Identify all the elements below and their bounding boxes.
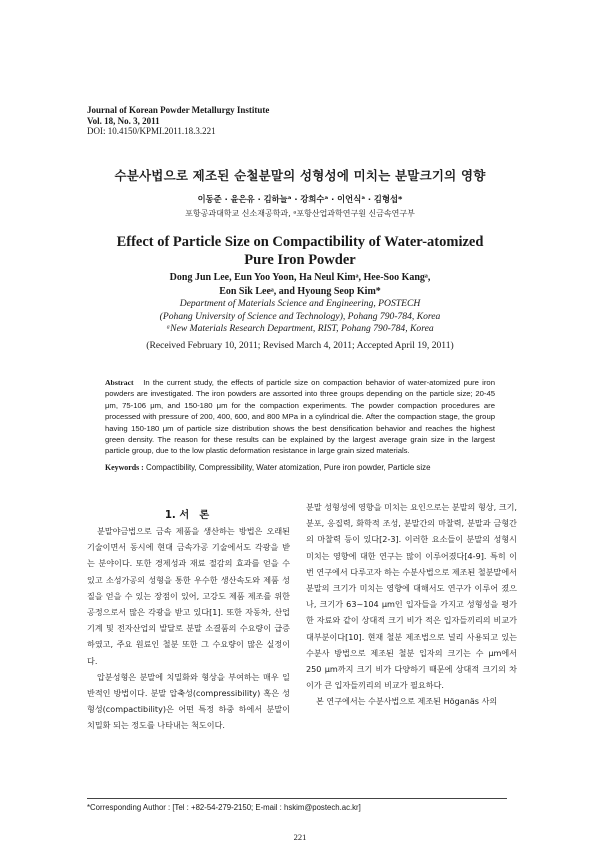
english-authors-line2: Eon Sik Leeᵃ, and Hyoung Seop Kim* [219, 285, 381, 297]
left-paragraph-2: 압분성형은 분말에 치밀화와 형상을 부여하는 매우 일반적인 방법이다. 분말 압축성(compressibility) 혹은 성형성(compactibility)은 어떤 특정 하중 하에서 분말이 치밀화 되는 정도를 나타내는 척도이다. [87, 671, 290, 731]
right-paragraph-2: 본 연구에서는 수분사법으로 제조된 Höganäs 사의 [316, 696, 498, 707]
right-paragraph-1: 분말 성형성에 영향을 미치는 요인으로는 분말의 형상, 크기, 분포, 응집력, 화학적 조성, 분말간의 마찰력, 분말과 금형간의 마찰력 등이 있다[2-3]. 이러한 요소들이 분말의 성형시 미치는 영향에 대한 연구는 많이 이루어졌다[4-9]. 특히 이번 연구에서 다루고자 하는 수분사법으로 제조된 철분말에서 분말의 크기가 미치는 영향에 대해서도 연구가 이루어 졌으나, 크기가 63~104 μm인 입자들을 가지고 성형성을 평가한 자료와 같이 상대적 크기 비가 적은 입자들끼리의 비교가 대부분이다[10]. 현재 철분 제조법으로 널리 사용되고 있는 수분사 방법으로 제조된 철분 입자의 크기는 수 μm에서 250 μm까지 크기 비가 다양하기 때문에 상대적 크기의 차이가 큰 입자들끼리의 비교가 필요하다. [306, 502, 517, 691]
korean-authors: 이동준 · 윤은유 · 김하늘ᵃ · 강희수ᵃ · 이언식ᵃ · 김형섭* [197, 194, 403, 204]
section-heading: 1. 서 론 [164, 510, 210, 521]
journal-header [87, 105, 269, 137]
english-authors-line1: Dong Jun Lee, Eun Yoo Yoon, Ha Neul Kimᵃ, Hee-Soo Kangᵃ, [169, 272, 431, 283]
footnote-divider [87, 798, 507, 799]
korean-affiliation: 포항공과대학교 신소재공학과, ᵃ포항산업과학연구원 신금속연구부 [185, 209, 415, 218]
journal-volume: Vol. 18, No. 3, 2011 [87, 115, 160, 126]
english-title-line2: Pure Iron Powder [244, 252, 356, 268]
footnote: *Corresponding Author : [Tel : +82-54-279-2150; E-mail : hskim@postech.ac.kr] [87, 803, 361, 812]
right-column [306, 499, 517, 710]
left-column [87, 523, 290, 734]
page-number: 221 [293, 832, 307, 842]
keywords-text: Compactibility, Compressibility, Water atomization, Pure iron powder, Particle size [146, 463, 431, 472]
english-affiliation [0, 298, 600, 336]
english-title [0, 233, 600, 269]
keywords-label: Keywords : [105, 463, 144, 472]
affiliation-line1: Department of Materials Science and Engineering, POSTECH [179, 298, 421, 309]
journal-name: Journal of Korean Powder Metallurgy Institute [87, 105, 270, 115]
english-title-line1: Effect of Particle Size on Compactibility of Water-atomized [116, 234, 484, 250]
abstract-label: Abstract [105, 378, 134, 387]
affiliation-line2: (Pohang University of Science and Technology), Pohang 790-784, Korea [159, 310, 441, 322]
affiliation-line3: ᵃNew Materials Research Department, RIST, Pohang 790-784, Korea [166, 323, 434, 335]
korean-title: 수분사법으로 제조된 순철분말의 성형성에 미치는 분말크기의 영향 [114, 168, 486, 183]
received-dates: (Received February 10, 2011; Revised March 4, 2011; Accepted April 19, 2011) [146, 340, 454, 351]
english-authors [0, 271, 600, 298]
left-paragraph-1: 분말야금법으로 금속 제품을 생산하는 방법은 오래된 기술이면서 동시에 현대 금속가공 기술에서도 각광을 받는 분야이다. 또한 경제성과 재료 절감의 효과를 얻을 수 있고 소성가공의 성형을 통한 우수한 생산속도와 제품 성질을 얻을 수 있는 장점이 있어, 고강도 제품 제조를 위한 공정으로서 많은 각광을 받고 있다[1]. 또한 자동차, 산업기계 및 전자산업의 발달로 분말 소결품의 수요량이 급증하였고, 주요 원료인 철분 또한 그 수요량이 많은 실정이다. [87, 526, 290, 666]
keywords [105, 463, 505, 472]
abstract-text: In the current study, the effects of particle size on compaction behavior of water-atomized pure iron powders are investigated. The iron powders are assorted into three groups depending on the particle size; 20-45 μm, 75-106 μm, and 150-180 μm for the compaction experiments. The powder compaction procedures are processed with pressure of 200, 400, 600, and 800 MPa in a cylindrical die. After the compaction stage, the group having 150-180 μm of particle size distribution shows the best densification behavior and reaches the highest green density. The reason for these results can be explained by the largest average grain size in the largest particle group, due to the low plastic deformation resistance in large grain sized materials. [105, 378, 495, 456]
journal-doi: DOI: 10.4150/KPMI.2011.18.3.221 [87, 126, 216, 136]
abstract [105, 377, 495, 457]
